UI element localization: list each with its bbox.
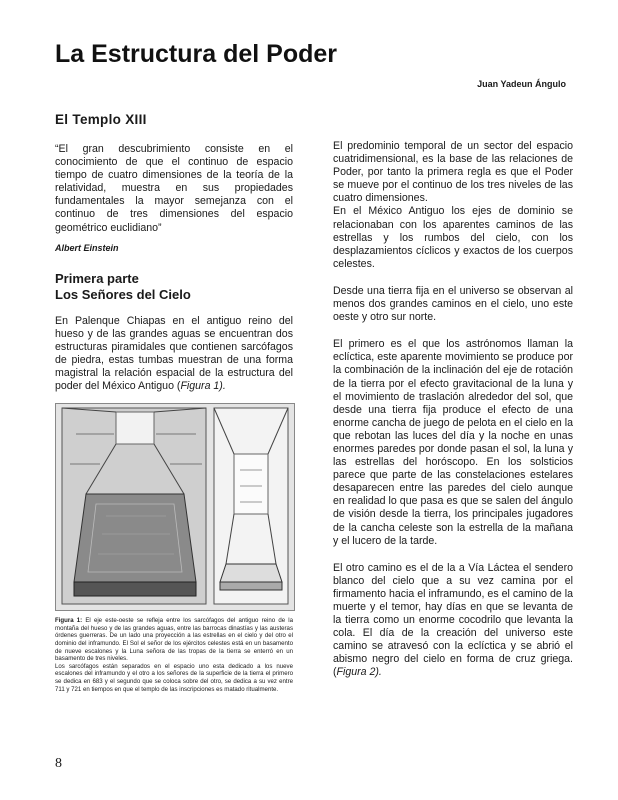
part-heading-line-2: Los Señores del Cielo	[55, 286, 191, 302]
right-paragraph-5	[333, 562, 573, 680]
figure-1-reference: Figura 1).	[180, 380, 226, 393]
section-heading: El Templo XIII	[55, 112, 147, 127]
epigraph-quote: “El gran descubrimiento consiste en el conocimiento de que el continuo de espacio tiempo de cuatro dimensiones de la teoría de la relatividad, muestra en sus propiedades fundamentales la mayor semejanza con el continuo de tres dimensiones del espacio geométrico euclidiano”	[55, 143, 293, 234]
intro-paragraph-text: En Palenque Chiapas en el antiguo reino del hueso y de las grandes aguas se encuentran dos estructuras piramidales que contienen sarcófagos de piedra, estas tumbas muestran de una forma magistral la relación espacial de la estructura del poder del México Antiguo (	[55, 314, 293, 393]
figure-1-image	[55, 403, 295, 611]
page-number: 8	[55, 756, 62, 771]
sarcophagus-illustration	[56, 404, 294, 610]
author-name: Juan Yadeun Ángulo	[477, 79, 566, 89]
figure-1-caption	[55, 617, 293, 663]
part-heading-line-1: Primera parte	[55, 270, 139, 286]
figure-1-caption-label: Figura 1:	[55, 617, 83, 625]
page-title: La Estructura del Poder	[55, 40, 338, 68]
right-paragraph-5-text: El otro camino es el de la a Vía Láctea el sendero blanco del cielo que a su vez camina por el firmamento hacia el inframundo, es el camino de la muerte y el temor, hay días en que se levanta de la tierra como un enorme cocodrilo que levanta la cola. El día de la creación del universo este camino se atravesó con la eclíctica y se abrió el abismo negro del cielo en forma de cruz griega. (	[333, 561, 573, 679]
part-heading	[55, 271, 293, 303]
intro-paragraph	[55, 315, 293, 394]
figure-2-reference: Figura 2).	[336, 666, 382, 679]
right-paragraph-3: Desde una tierra fija en el universo se observan al menos dos grandes caminos en el cielo, uno este oeste y otro sur norte.	[333, 284, 573, 324]
figure-1-caption-2: Los sarcófagos están separados en el espacio uno esta dedicado a los nueve escalones del inframundo y el otro a los señores de la superficie de la tierra el primero se dedica en 683 y el segundo que se coloca sobre del otro, se dedica a su vez entre 711 y 721 en tiempos en que el templo de las inscripciones es matado ritualmente.	[55, 662, 293, 693]
figure-1-caption-text-1: El eje este-oeste se refleja entre los sarcófagos del antiguo reino de la montaña del hueso y de las grandes aguas, entre las barrocas dinastías y las austeras órdenes guerreras. De un lado una proyección a las estrellas en el cielo y del otro el dominio del inframundo. El Sol el señor de los ejércitos celestes está en un basamento de nueve escalones y la Luna señora de las tropas de la tierra se enterró en un basamento de tres niveles.	[55, 617, 293, 663]
right-paragraph-1: El predominio temporal de un sector del espacio cuatridimensional, es la base de las relaciones de Poder, por tanto la primera regla es que el Poder se mueve por el continuo de los tres niveles de las cuatro dimensiones.	[333, 140, 573, 205]
left-column	[55, 112, 293, 693]
right-paragraph-2: En el México Antiguo los ejes de dominio se relacionaban con los aparentes caminos de las estrellas y los rumbos del cielo, con los desplazamientos cíclicos y exactos de los cuerpos celestes.	[333, 205, 573, 270]
right-column	[333, 140, 573, 694]
right-paragraph-4: El primero es el que los astrónomos llaman la eclíctica, este aparente movimiento se produce por la combinación de la inclinación del eje de rotación de la tierra por el efecto gravitacional de la luna y el movimiento de traslación alrededor del sol, que desde una tierra fija produce el efecto de una enorme cancha de juego de pelota en el cielo en la que rebotan las luces del día y la noche en unas enormes paredes por donde pasan el sol, la luna y las estrellas del horóscopo. En los solsticios parece que parte de las constelaciones estelares desaparecen entre las paredes del cielo aunque en realidad lo que pasa es que se salen del ángulo de visión desde la tierra, los principales jugadores de la cancha celeste son la estrella de la mañana y el lucero de la tarde.	[333, 338, 573, 547]
quote-attribution: Albert Einstein	[55, 242, 119, 253]
